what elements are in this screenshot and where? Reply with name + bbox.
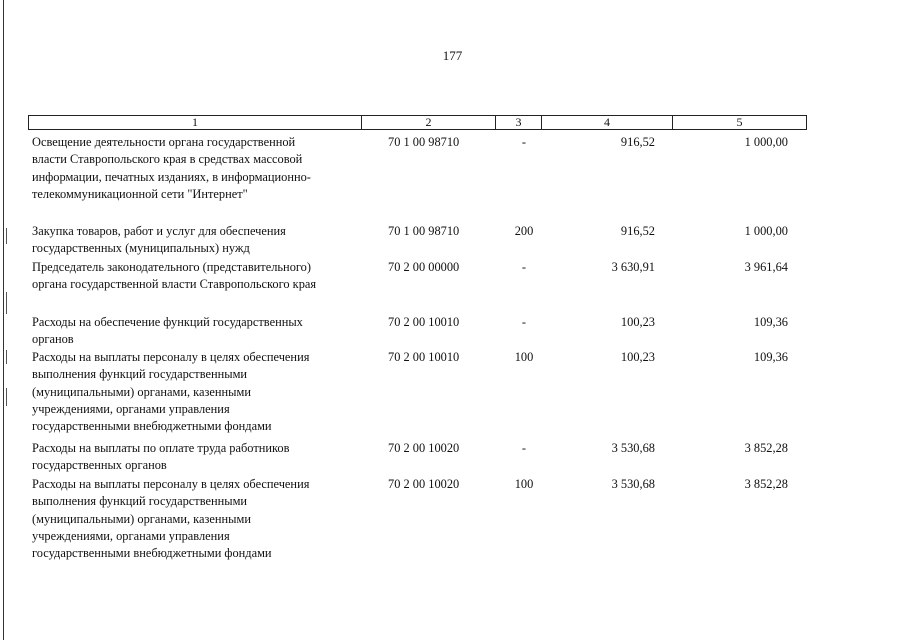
row-amount-col5: 3 852,28	[744, 441, 788, 455]
row-amount-col4: 100,23	[620, 350, 655, 364]
row-expense-type: -	[521, 315, 527, 329]
column-header-1: 1	[29, 116, 362, 129]
row-target-code: 70 2 00 10020	[388, 441, 460, 455]
row-amount-col5: 3 961,64	[744, 260, 788, 274]
row-amount-col5: 3 852,28	[744, 477, 788, 491]
row-target-code: 70 2 00 00000	[388, 260, 460, 274]
row-amount-col4: 916,52	[620, 135, 655, 149]
row-expense-type: -	[521, 260, 527, 274]
column-header-2: 2	[362, 116, 496, 129]
row-amount-col4: 916,52	[620, 224, 655, 238]
row-amount-col5: 109,36	[753, 315, 788, 329]
row-target-code: 70 1 00 98710	[388, 135, 460, 149]
row-name: Расходы на выплаты по оплате труда работников государственных органов	[32, 441, 290, 473]
row-name: Расходы на выплаты персоналу в целях обеспечения выполнения функций государственными (муниципальными) органами, казенными учреждениями, органами управления государственными внебюджетными фондами	[32, 350, 310, 434]
row-name: Расходы на обеспечение функций государственных органов	[32, 315, 303, 347]
row-target-code: 70 1 00 98710	[388, 224, 460, 238]
row-amount-col5: 109,36	[753, 350, 788, 364]
scan-margin-tick	[6, 228, 7, 244]
row-amount-col5: 1 000,00	[744, 224, 788, 238]
row-name: Расходы на выплаты персоналу в целях обеспечения выполнения функций государственными (муниципальными) органами, казенными учреждениями, органами управления государственными внебюджетными фондами	[32, 477, 310, 561]
row-expense-type: 100	[514, 477, 534, 491]
column-header-4: 4	[542, 116, 673, 129]
row-amount-col5: 1 000,00	[744, 135, 788, 149]
column-header-3: 3	[496, 116, 542, 129]
row-amount-col4: 3 530,68	[611, 477, 655, 491]
scan-margin-tick	[6, 350, 7, 364]
row-name: Председатель законодательного (представительного) органа государственной власти Ставропольского края	[32, 260, 317, 292]
scan-margin-line	[3, 0, 4, 640]
row-target-code: 70 2 00 10020	[388, 477, 460, 491]
row-expense-type: -	[521, 135, 527, 149]
row-target-code: 70 2 00 10010	[388, 350, 460, 364]
scan-margin-tick	[6, 388, 7, 406]
row-target-code: 70 2 00 10010	[388, 315, 460, 329]
scan-margin-tick	[6, 292, 7, 314]
row-amount-col4: 3 530,68	[611, 441, 655, 455]
row-expense-type: -	[521, 441, 527, 455]
row-amount-col4: 3 630,91	[611, 260, 655, 274]
row-expense-type: 200	[514, 224, 534, 238]
row-name: Освещение деятельности органа государственной власти Ставропольского края в средствах массовой информации, печатных изданиях, в информационно- телекоммуникационной сети "Интернет"	[32, 135, 311, 201]
page-number: 177	[442, 48, 463, 63]
row-amount-col4: 100,23	[620, 315, 655, 329]
row-expense-type: 100	[514, 350, 534, 364]
row-name: Закупка товаров, работ и услуг для обеспечения государственных (муниципальных) нужд	[32, 224, 286, 256]
table-header-row	[28, 115, 807, 130]
column-header-5: 5	[736, 115, 743, 129]
